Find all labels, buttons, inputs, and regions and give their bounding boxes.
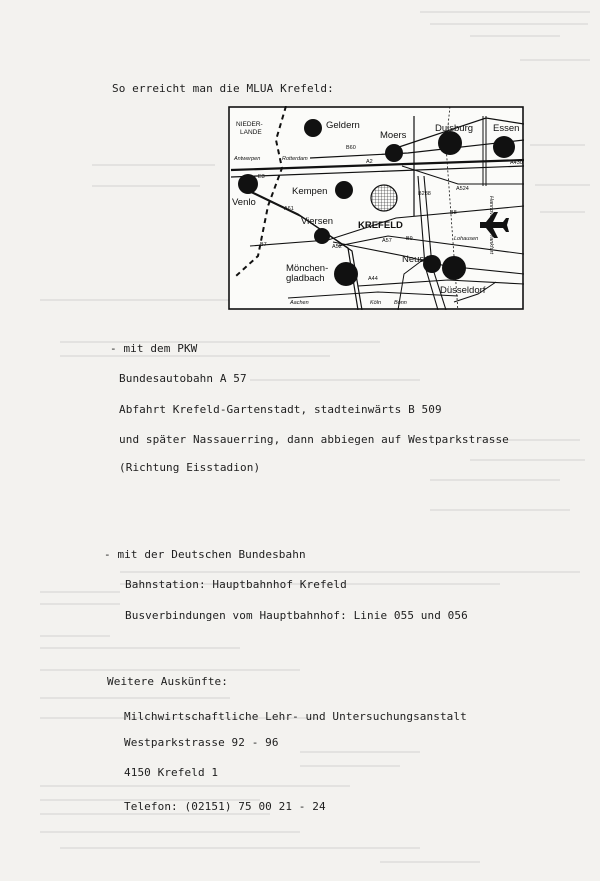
svg-text:Lohausen: Lohausen: [454, 236, 479, 242]
svg-text:LANDE: LANDE: [240, 129, 262, 136]
train-section-title: - mit der Deutschen Bundesbahn: [104, 548, 306, 561]
location-map: [228, 106, 524, 310]
svg-text:B7: B7: [260, 242, 267, 248]
svg-text:Geldern: Geldern: [326, 120, 360, 131]
svg-text:Bonn: Bonn: [394, 300, 407, 306]
postal-city: 4150 Krefeld 1: [124, 766, 219, 779]
svg-text:B8: B8: [450, 210, 457, 216]
svg-text:E3: E3: [258, 174, 265, 180]
svg-text:A2: A2: [366, 159, 373, 165]
street-address: Westparkstrasse 92 - 96: [124, 736, 279, 749]
krefeld-marker: [371, 185, 397, 211]
svg-text:A524: A524: [456, 186, 469, 192]
svg-text:A57: A57: [382, 238, 392, 244]
svg-text:Essen: Essen: [493, 123, 520, 134]
car-line-4: (Richtung Eisstadion): [119, 461, 261, 474]
car-line-2: Abfahrt Krefeld-Gartenstadt, stadteinwärts B 509: [119, 403, 442, 416]
svg-text:B288: B288: [418, 191, 431, 197]
svg-text:gladbach: gladbach: [286, 273, 325, 284]
institute-name: Milchwirtschaftliche Lehr- und Untersuchungsanstalt: [124, 710, 467, 723]
info-section-title: Weitere Auskünfte:: [107, 675, 229, 688]
page-heading: So erreicht man die MLUA Krefeld:: [112, 82, 334, 95]
svg-text:A61: A61: [284, 206, 294, 212]
region-label: [236, 121, 263, 136]
svg-text:Antwerpen: Antwerpen: [234, 156, 261, 162]
svg-text:Frankfurt: Frankfurt: [488, 232, 494, 255]
svg-text:A44: A44: [368, 276, 378, 282]
svg-text:Köln: Köln: [370, 300, 382, 306]
svg-text:Viersen: Viersen: [301, 216, 334, 227]
car-line-3: und später Nassauerring, dann abbiegen auf Westparkstrasse: [119, 433, 509, 446]
svg-text:A430: A430: [510, 160, 523, 166]
svg-text:B9: B9: [406, 236, 413, 242]
svg-text:Venlo: Venlo: [232, 197, 256, 208]
svg-text:Duisburg: Duisburg: [435, 123, 474, 134]
train-line-1: Bahnstation: Hauptbahnhof Krefeld: [125, 578, 347, 591]
svg-text:B60: B60: [346, 145, 356, 151]
car-line-1: Bundesautobahn A 57: [119, 372, 247, 385]
svg-text:Hannover: Hannover: [488, 196, 494, 220]
phone-number: Telefon: (02151) 75 00 21 - 24: [124, 800, 326, 813]
krefeld-label: KREFELD: [358, 220, 403, 231]
svg-text:A52: A52: [332, 244, 342, 250]
svg-text:Kempen: Kempen: [292, 186, 328, 197]
svg-text:Aachen: Aachen: [290, 300, 309, 306]
svg-text:Neuss: Neuss: [402, 254, 429, 265]
train-line-2: Busverbindungen vom Hauptbahnhof: Linie 055 und 056: [125, 609, 468, 622]
car-section-title: - mit dem PKW: [110, 342, 198, 355]
svg-text:Rotterdam: Rotterdam: [282, 156, 308, 162]
svg-text:Moers: Moers: [380, 130, 407, 141]
svg-text:Mönchen-: Mönchen-: [286, 263, 329, 274]
svg-text:NIEDER-: NIEDER-: [236, 121, 263, 128]
svg-text:Düsseldorf: Düsseldorf: [440, 285, 486, 296]
